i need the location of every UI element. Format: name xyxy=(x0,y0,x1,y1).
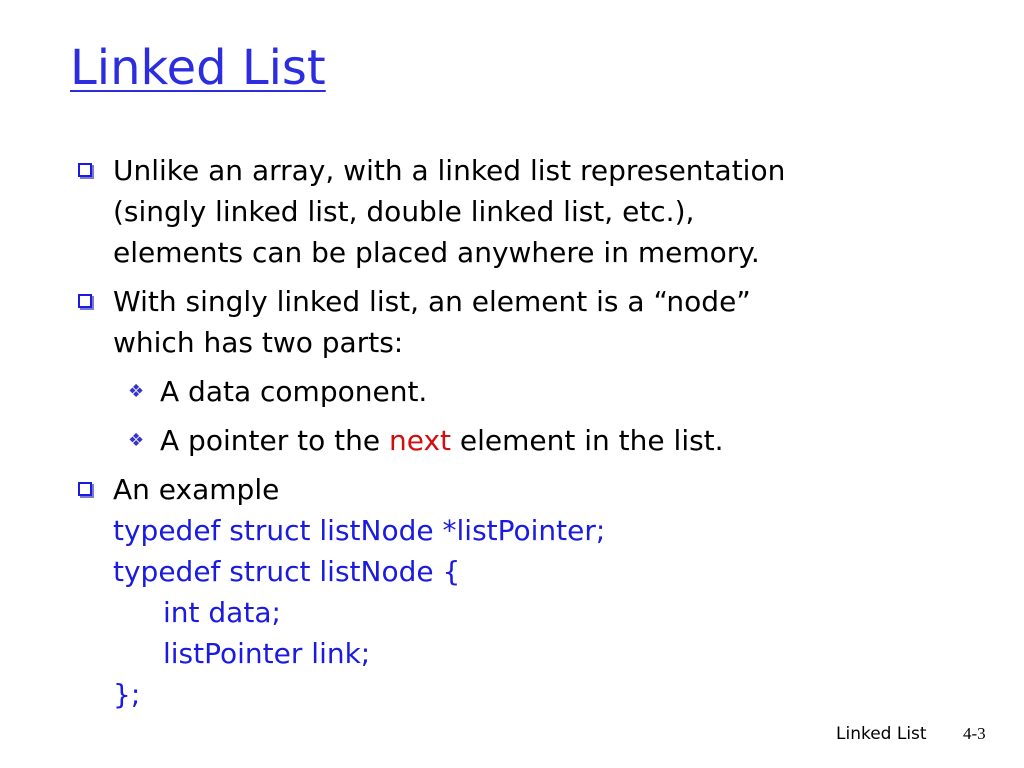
bullet-text-line: which has two parts: xyxy=(113,326,404,359)
code-line: }; xyxy=(113,678,141,711)
sub-bullet-text: A data component. xyxy=(160,375,428,408)
sub-bullet-data-component xyxy=(0,371,1024,412)
example-label: An example xyxy=(113,473,280,506)
slide-body xyxy=(0,150,1024,723)
diamond-bullet-icon: ❖ xyxy=(128,430,145,451)
next-keyword: next xyxy=(388,424,451,457)
bullet-text-line: Unlike an array, with a linked list representation xyxy=(113,154,786,187)
slide-title: Linked List xyxy=(70,40,326,96)
bullet-text-line: elements can be placed anywhere in memory. xyxy=(113,236,760,269)
bullet-node-definition xyxy=(0,281,913,363)
sub-bullet-text xyxy=(160,420,1024,461)
code-line-indented: listPointer link; xyxy=(163,637,371,670)
bullet-text-line: (singly linked list, double linked list, etc.), xyxy=(113,195,695,228)
sub-bullet-text-before: A pointer to the xyxy=(160,424,389,457)
square-bullet-icon xyxy=(78,294,92,308)
footer-title: Linked List xyxy=(836,724,927,744)
code-line: typedef struct listNode *listPointer; xyxy=(113,514,606,547)
bullet-example xyxy=(0,469,913,715)
square-bullet-icon xyxy=(78,163,92,177)
code-line: typedef struct listNode { xyxy=(113,555,461,588)
sub-bullet-pointer xyxy=(0,420,1024,461)
footer-page-number: 4-3 xyxy=(963,724,986,743)
sub-bullet-text-after: element in the list. xyxy=(451,424,724,457)
bullet-text-line: With singly linked list, an element is a “node” xyxy=(113,285,751,318)
code-line-indented: int data; xyxy=(163,596,281,629)
square-bullet-icon xyxy=(78,482,92,496)
bullet-array-vs-list xyxy=(0,150,913,273)
diamond-bullet-icon: ❖ xyxy=(128,381,145,402)
